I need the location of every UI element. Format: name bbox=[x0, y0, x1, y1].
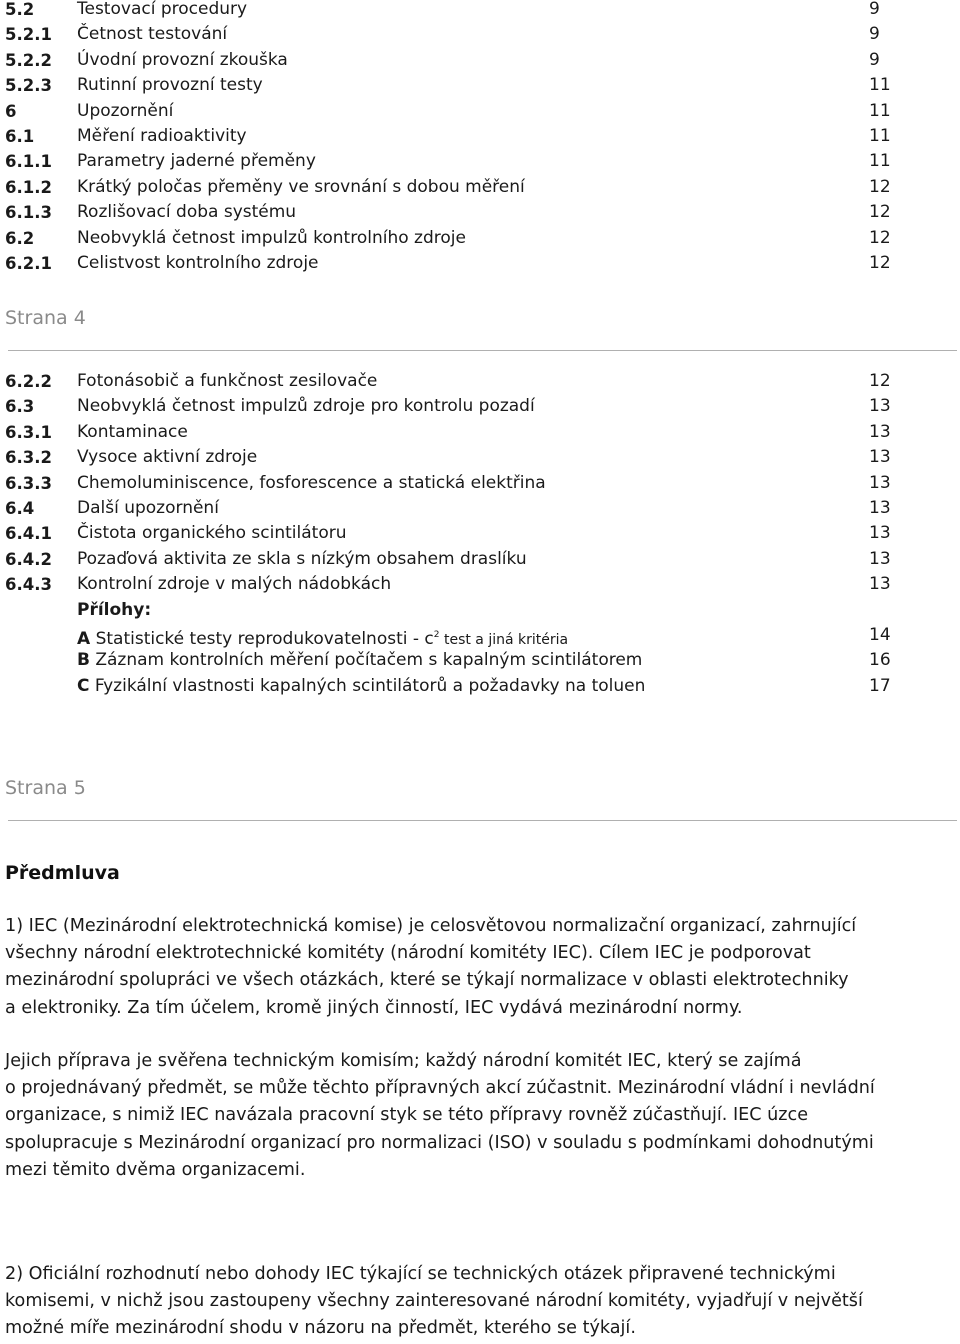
toc-page: 13 bbox=[869, 574, 891, 595]
appendix-row-c[interactable] bbox=[5, 674, 895, 699]
toc-title: Upozornění bbox=[77, 100, 174, 121]
toc-title: Čistota organického scintilátoru bbox=[77, 523, 347, 544]
appendix-text: Fyzikální vlastnosti kapalných scintilátorů a požadavky na toluen bbox=[89, 675, 646, 696]
text-line: 2) Oficiální rozhodnutí nebo dohody IEC týkající se technických otázek připravené technickými bbox=[5, 1264, 836, 1284]
toc-title: Celistvost kontrolního zdroje bbox=[77, 252, 319, 273]
text-line: 1) IEC (Mezinárodní elektrotechnická komise) je celosvětovou normalizační organizací, zahrnující bbox=[5, 916, 857, 936]
text-line: mezinárodní spolupráci ve všech otázkách, které se týkají normalizace v oblasti elektrotechniky bbox=[5, 970, 849, 991]
toc-page: 11 bbox=[869, 125, 891, 146]
toc-number: 5.2 bbox=[5, 0, 35, 19]
toc-row[interactable] bbox=[5, 175, 895, 200]
appendix-title-c bbox=[77, 674, 645, 699]
foreword-paragraph-3 bbox=[5, 1261, 955, 1343]
toc-title: Další upozornění bbox=[77, 497, 219, 518]
toc-title: Kontaminace bbox=[77, 421, 188, 442]
toc-number: 6.1.1 bbox=[5, 152, 52, 172]
appendix-row-b[interactable] bbox=[5, 648, 895, 673]
toc-row[interactable] bbox=[5, 521, 895, 546]
toc-title: Fotonásobič a funkčnost zesilovače bbox=[77, 371, 378, 391]
toc-title: Neobvyklá četnost impulzů kontrolního zdroje bbox=[77, 227, 466, 248]
toc-row[interactable] bbox=[5, 99, 895, 124]
toc-number: 6 bbox=[5, 101, 17, 121]
text-line: možné míře mezinárodní shodu v názoru na předmět, kterého se týkají. bbox=[5, 1318, 636, 1339]
toc-title: Rozlišovací doba systému bbox=[77, 202, 297, 223]
toc-number: 6.1.2 bbox=[5, 177, 52, 197]
toc-page: 17 bbox=[869, 675, 891, 696]
toc-number: 5.2.3 bbox=[5, 76, 52, 96]
toc-row[interactable] bbox=[5, 496, 895, 521]
toc-row[interactable] bbox=[5, 149, 895, 174]
toc-title: Rutinní provozní testy bbox=[77, 75, 263, 96]
appendix-heading-row bbox=[5, 598, 895, 623]
text-line: o projednávaný předmět, se může těchto přípravných akcí zúčastnit. Mezinárodní vládní i nevládní bbox=[5, 1078, 875, 1099]
page-divider bbox=[8, 820, 957, 821]
toc-row[interactable] bbox=[5, 22, 895, 47]
appendix-title-b bbox=[77, 648, 642, 673]
foreword-paragraph-1 bbox=[5, 913, 955, 1022]
toc-row[interactable] bbox=[5, 0, 895, 22]
toc-page: 11 bbox=[869, 75, 891, 96]
toc-number: 5.2.2 bbox=[5, 50, 52, 70]
toc-number: 6.1.3 bbox=[5, 203, 52, 223]
appendix-letter: C bbox=[77, 675, 90, 696]
toc-number: 6.4.1 bbox=[5, 524, 52, 544]
appendix-text-tail: test a jiná kritéria bbox=[439, 631, 569, 648]
toc-section-1 bbox=[5, 0, 895, 276]
toc-row[interactable] bbox=[5, 572, 895, 597]
foreword-heading: Předmluva bbox=[5, 862, 120, 884]
page-divider bbox=[8, 350, 957, 351]
toc-row[interactable] bbox=[5, 420, 895, 445]
toc-title: Úvodní provozní zkouška bbox=[77, 49, 288, 70]
appendix-row-a[interactable] bbox=[5, 623, 895, 648]
toc-title: Četnost testování bbox=[77, 24, 228, 45]
toc-number: 6.3.2 bbox=[5, 448, 52, 468]
toc-title: Kontrolní zdroje v malých nádobkách bbox=[77, 574, 392, 595]
toc-title: Měření radioaktivity bbox=[77, 125, 247, 146]
toc-page: 9 bbox=[869, 0, 880, 19]
toc-page: 13 bbox=[869, 548, 891, 569]
text-line: Jejich příprava je svěřena technickým komisím; každý národní komitét IEC, který se zajímá bbox=[5, 1051, 802, 1071]
toc-number: 6.4.2 bbox=[5, 549, 52, 569]
toc-page: 13 bbox=[869, 421, 891, 442]
toc-row[interactable] bbox=[5, 73, 895, 98]
toc-page: 16 bbox=[869, 650, 891, 671]
toc-row[interactable] bbox=[5, 48, 895, 73]
text-line: všechny národní elektrotechnické komitéty (národní komitéty IEC). Cílem IEC je podporovat bbox=[5, 943, 811, 964]
toc-page: 11 bbox=[869, 100, 891, 121]
toc-number: 5.2.1 bbox=[5, 25, 52, 45]
toc-page: 12 bbox=[869, 371, 891, 391]
toc-row[interactable] bbox=[5, 369, 895, 394]
toc-row[interactable] bbox=[5, 226, 895, 251]
toc-row[interactable] bbox=[5, 394, 895, 419]
toc-title: Krátký poločas přeměny ve srovnání s dobou měření bbox=[77, 176, 525, 197]
toc-page: 9 bbox=[869, 49, 880, 70]
text-line: a elektroniky. Za tím účelem, kromě jiných činností, IEC vydává mezinárodní normy. bbox=[5, 997, 743, 1018]
toc-number: 6.2 bbox=[5, 228, 35, 248]
toc-page: 9 bbox=[869, 24, 880, 45]
toc-number: 6.3.3 bbox=[5, 473, 52, 493]
page-label-4: Strana 4 bbox=[5, 307, 86, 329]
toc-title: Chemoluminiscence, fosforescence a statická elektřina bbox=[77, 472, 546, 493]
appendix-letter: A bbox=[77, 628, 91, 649]
toc-page: 13 bbox=[869, 497, 891, 518]
toc-page: 12 bbox=[869, 227, 891, 248]
text-line: organizace, s nimiž IEC navázala pracovní styk se této přípravy rovněž zúčastňují. IEC úzce bbox=[5, 1105, 809, 1126]
appendix-text: Statistické testy reprodukovatelnosti - c bbox=[95, 628, 434, 649]
text-line: komisemi, v nichž jsou zastoupeny všechny zainteresované národní komitéty, vyjadřují v největší bbox=[5, 1291, 863, 1312]
toc-page: 13 bbox=[869, 472, 891, 493]
toc-page: 12 bbox=[869, 176, 891, 197]
toc-title: Parametry jaderné přeměny bbox=[77, 151, 316, 172]
text-line: mezi těmito dvěma organizacemi. bbox=[5, 1159, 306, 1180]
toc-row[interactable] bbox=[5, 200, 895, 225]
toc-page: 13 bbox=[869, 447, 891, 468]
toc-title: Vysoce aktivní zdroje bbox=[77, 447, 258, 468]
appendix-letter: B bbox=[77, 650, 90, 671]
text-line: spolupracuje s Mezinárodní organizací pro normalizaci (ISO) v souladu s podmínkami dohodnutými bbox=[5, 1132, 874, 1153]
toc-row[interactable] bbox=[5, 251, 895, 276]
toc-title: Pozaďová aktivita ze skla s nízkým obsahem draslíku bbox=[77, 548, 527, 569]
toc-number: 6.1 bbox=[5, 126, 35, 146]
toc-row[interactable] bbox=[5, 547, 895, 572]
toc-number: 6.4 bbox=[5, 498, 35, 518]
toc-section-2 bbox=[5, 369, 895, 699]
toc-number: 6.4.3 bbox=[5, 575, 52, 595]
toc-row[interactable] bbox=[5, 124, 895, 149]
appendix-heading: Přílohy: bbox=[77, 599, 152, 620]
toc-page: 13 bbox=[869, 396, 891, 417]
toc-page: 13 bbox=[869, 523, 891, 544]
page-label-5: Strana 5 bbox=[5, 777, 86, 799]
toc-page: 12 bbox=[869, 252, 891, 273]
foreword-paragraph-2 bbox=[5, 1048, 955, 1184]
toc-page: 11 bbox=[869, 151, 891, 172]
toc-number: 6.2.1 bbox=[5, 253, 52, 273]
toc-title: Neobvyklá četnost impulzů zdroje pro kontrolu pozadí bbox=[77, 396, 535, 417]
superscript: 2 bbox=[433, 629, 440, 640]
toc-page: 14 bbox=[869, 624, 891, 645]
toc-page: 12 bbox=[869, 202, 891, 223]
toc-number: 6.3.1 bbox=[5, 422, 52, 442]
toc-row[interactable] bbox=[5, 471, 895, 496]
toc-row[interactable] bbox=[5, 445, 895, 470]
toc-number: 6.2.2 bbox=[5, 372, 52, 391]
toc-title: Testovací procedury bbox=[77, 0, 248, 19]
appendix-text: Záznam kontrolních měření počítačem s kapalným scintilátorem bbox=[89, 650, 643, 671]
toc-number: 6.3 bbox=[5, 397, 35, 417]
